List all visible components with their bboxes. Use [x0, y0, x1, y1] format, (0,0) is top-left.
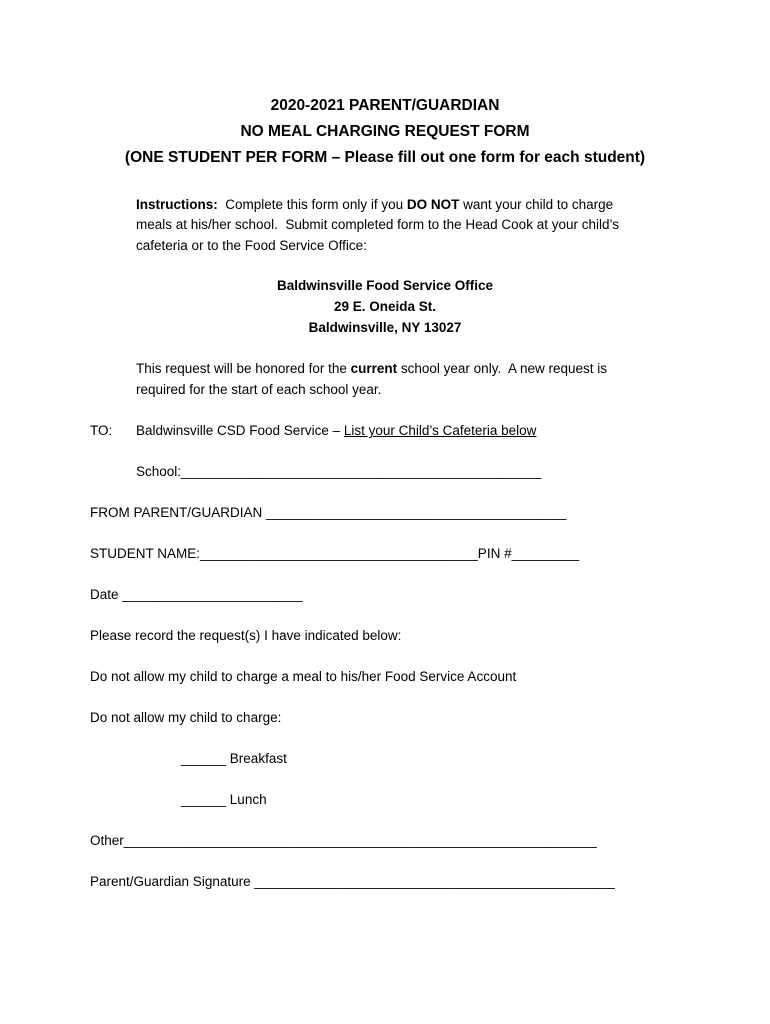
record-instruction: Please record the request(s) I have indicated below: [90, 628, 402, 643]
to-line [136, 421, 536, 441]
to-label: TO: [90, 423, 113, 438]
no-charge-meals-option: Do not allow my child to charge: [90, 710, 282, 725]
title-year: 2020-2021 PARENT/GUARDIAN [270, 97, 500, 114]
date-field[interactable]: Date ________________________ [90, 587, 303, 602]
to-text: Baldwinsville CSD Food Service – [136, 423, 344, 438]
instructions-line-3: cafeteria or to the Food Service Office: [136, 238, 367, 253]
instructions-line-1 [136, 195, 613, 215]
lunch-field[interactable]: ______ Lunch [181, 792, 267, 807]
honor-line-2: required for the start of each school year. [136, 382, 382, 397]
honor-emphasis: current [350, 361, 398, 376]
cafeteria-instruction: List your Child’s Cafeteria below [343, 423, 537, 438]
instructions-emphasis: DO NOT [406, 197, 460, 212]
honor-text-cont: school year only. A new request is [397, 361, 608, 376]
honor-line-1 [136, 359, 607, 379]
instructions-text-cont: want your child to charge [459, 197, 614, 212]
school-field[interactable]: School:________________________________________________ [136, 464, 542, 479]
instructions-line-2: meals at his/her school. Submit completed form to the Head Cook at your child’s [136, 217, 619, 232]
title-subtitle: (ONE STUDENT PER FORM – Please fill out one form for each student) [124, 149, 646, 166]
honor-text: This request will be honored for the [136, 361, 351, 376]
student-name-pin-field[interactable]: STUDENT NAME:_____________________________________PIN #_________ [90, 546, 580, 561]
signature-field[interactable]: Parent/Guardian Signature ________________________________________________ [90, 874, 615, 889]
breakfast-field[interactable]: ______ Breakfast [181, 751, 287, 766]
instructions-label: Instructions: [136, 197, 218, 212]
title-form-name: NO MEAL CHARGING REQUEST FORM [240, 123, 530, 140]
other-field[interactable]: Other_______________________________________________________________ [90, 833, 597, 848]
parent-guardian-field[interactable]: FROM PARENT/GUARDIAN ________________________________________ [90, 505, 567, 520]
instructions-text: Complete this form only if you [217, 197, 407, 212]
office-city: Baldwinsville, NY 13027 [308, 320, 462, 335]
office-name: Baldwinsville Food Service Office [276, 278, 494, 293]
office-street: 29 E. Oneida St. [333, 299, 437, 314]
no-charge-account-option: Do not allow my child to charge a meal to his/her Food Service Account [90, 669, 517, 684]
